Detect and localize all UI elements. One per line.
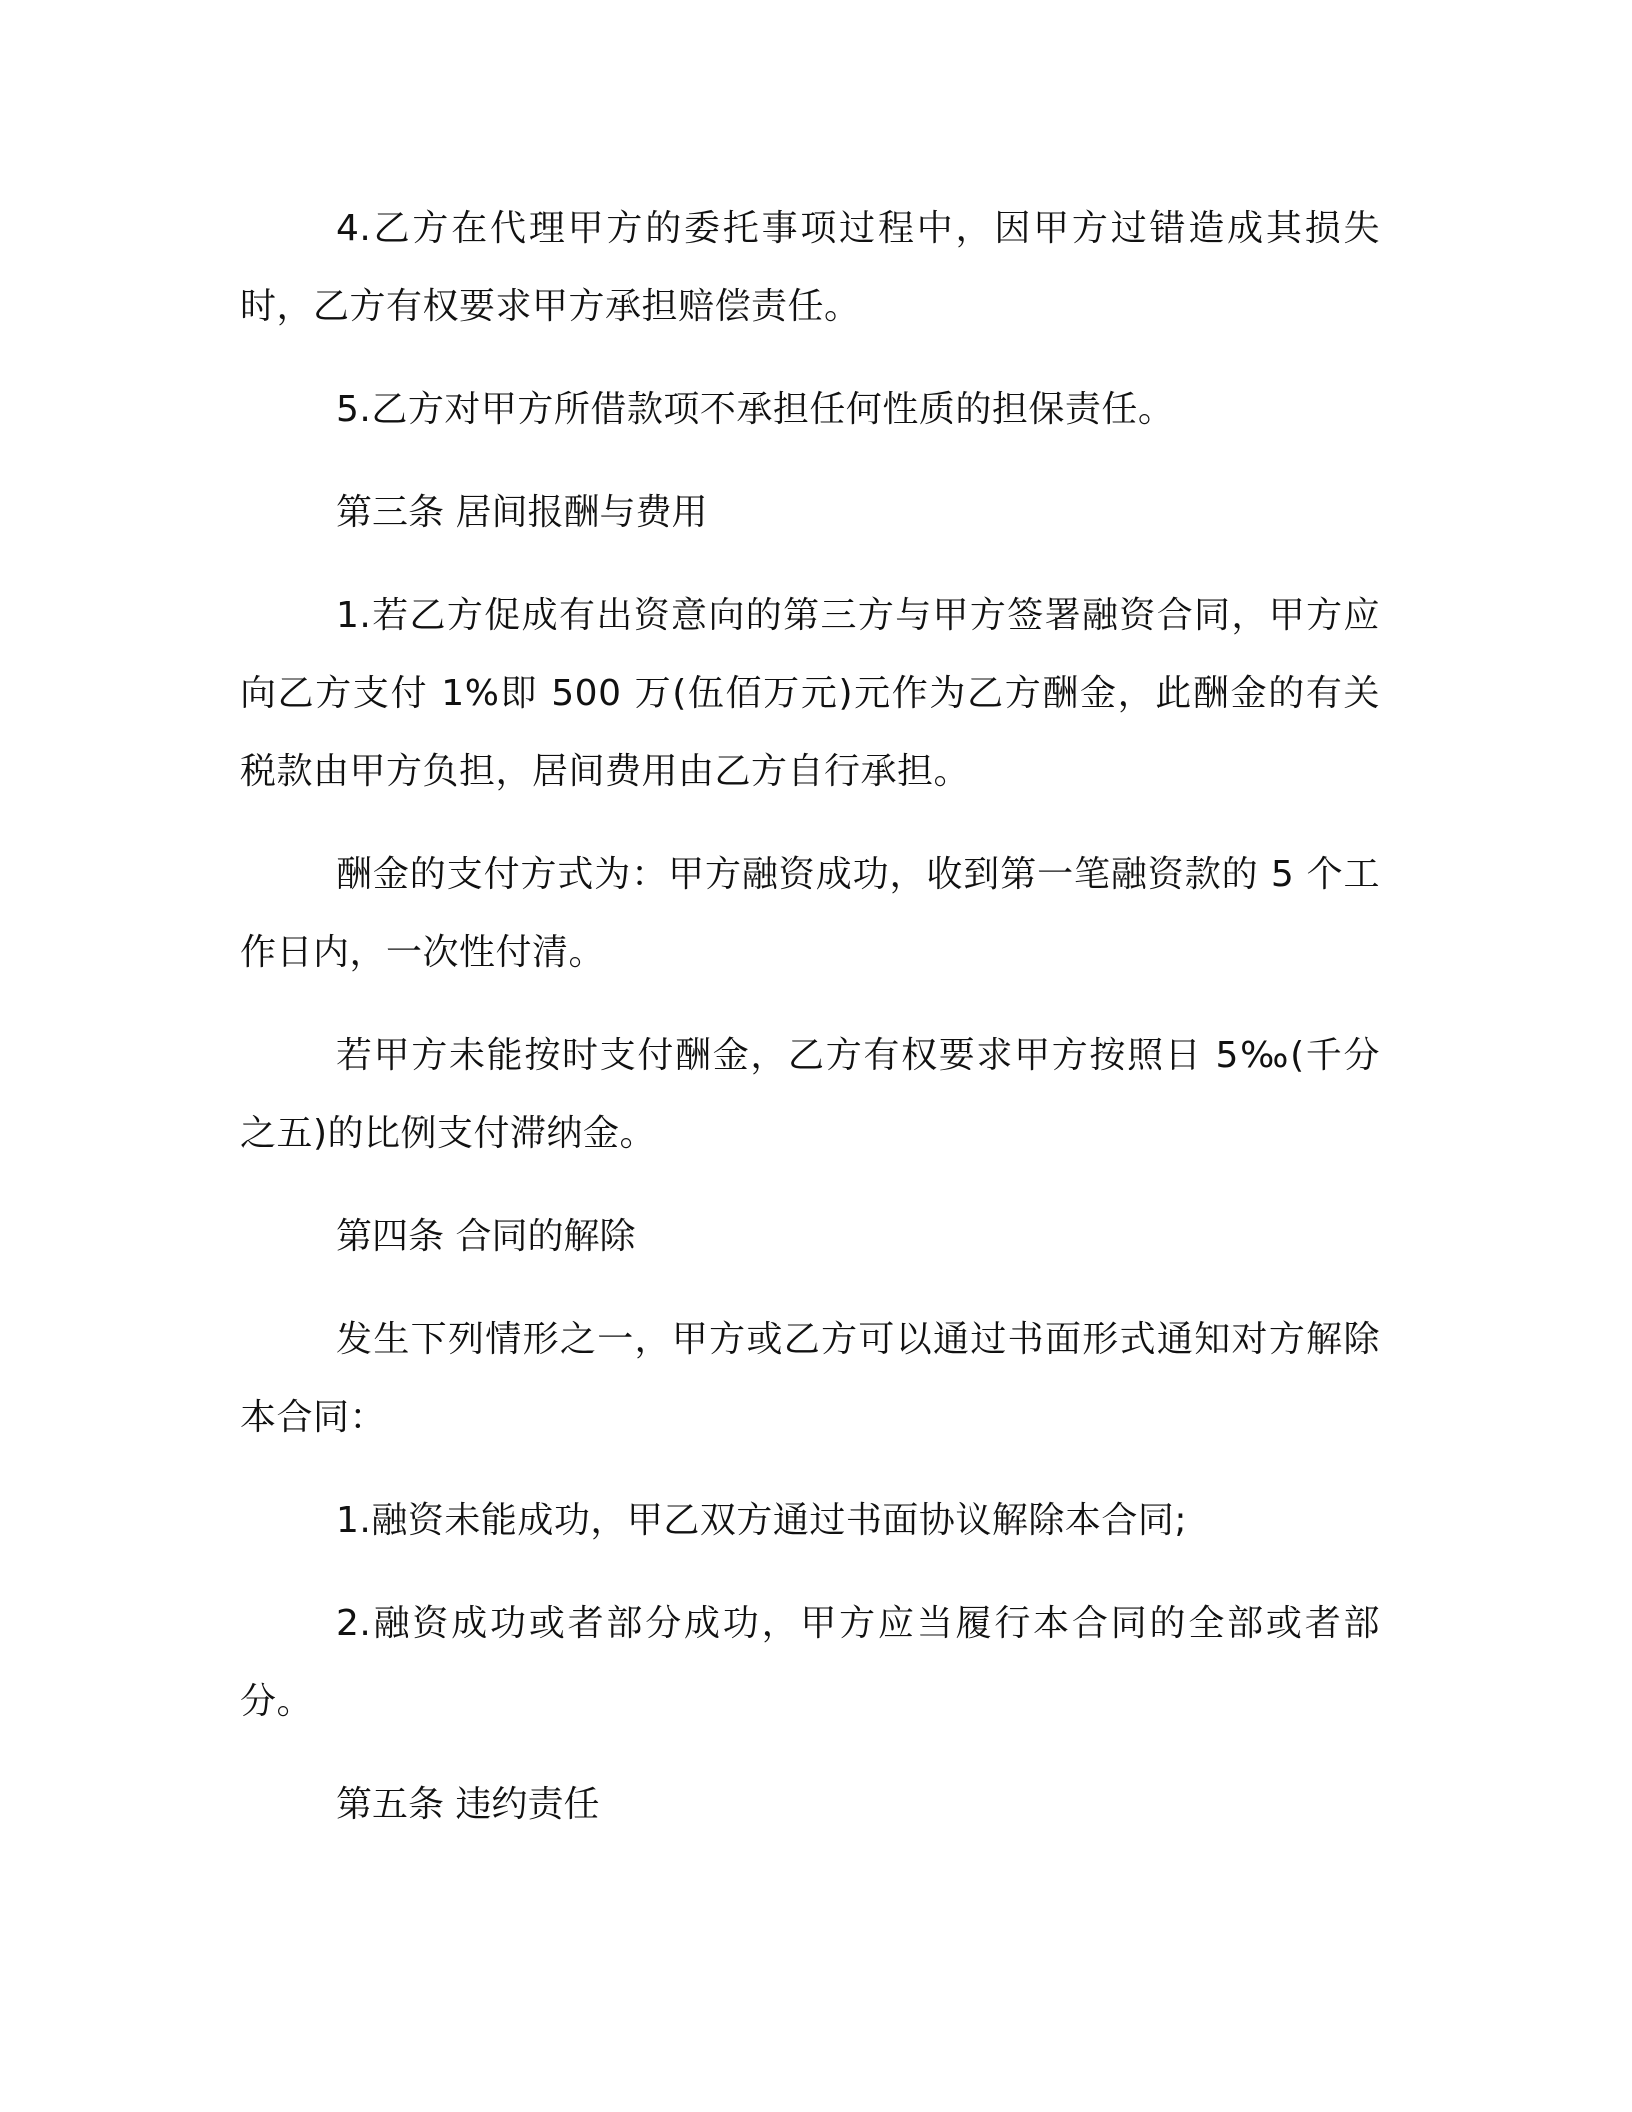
document-body — [240, 190, 1380, 1844]
clause-paragraph: 若甲方未能按时支付酬金，乙方有权要求甲方按照日 5‰(千分之五)的比例支付滞纳金。 — [240, 1035, 1380, 1154]
clause-paragraph: 1.融资未能成功，甲乙双方通过书面协议解除本合同; — [336, 1500, 1187, 1541]
paragraph-gap — [240, 1560, 1380, 1585]
paragraph-gap — [240, 1741, 1380, 1766]
clause-paragraph: 发生下列情形之一，甲方或乙方可以通过书面形式通知对方解除本合同： — [240, 1319, 1380, 1438]
paragraph-gap — [240, 992, 1380, 1017]
paragraph-gap — [240, 1173, 1380, 1198]
clause-paragraph: 2.融资成功或者部分成功，甲方应当履行本合同的全部或者部分。 — [240, 1603, 1380, 1722]
section-heading: 第四条 合同的解除 — [336, 1216, 636, 1257]
paragraph-gap — [240, 811, 1380, 836]
paragraph-gap — [240, 552, 1380, 577]
clause-paragraph: 5.乙方对甲方所借款项不承担任何性质的担保责任。 — [336, 389, 1175, 430]
section-heading: 第五条 违约责任 — [336, 1784, 600, 1825]
clause-paragraph: 4.乙方在代理甲方的委托事项过程中，因甲方过错造成其损失时，乙方有权要求甲方承担赔偿责任。 — [240, 208, 1380, 327]
clause-paragraph: 1.若乙方促成有出资意向的第三方与甲方签署融资合同，甲方应向乙方支付 1%即 500 万(伍佰万元)元作为乙方酬金，此酬金的有关税款由甲方负担，居间费用由乙方自行承担。 — [240, 595, 1380, 792]
clause-paragraph: 酬金的支付方式为：甲方融资成功，收到第一笔融资款的 5 个工作日内，一次性付清。 — [240, 854, 1380, 973]
paragraph-gap — [240, 1276, 1380, 1301]
paragraph-gap — [240, 346, 1380, 371]
paragraph-gap — [240, 1457, 1380, 1482]
paragraph-gap — [240, 449, 1380, 474]
section-heading: 第三条 居间报酬与费用 — [336, 492, 708, 533]
